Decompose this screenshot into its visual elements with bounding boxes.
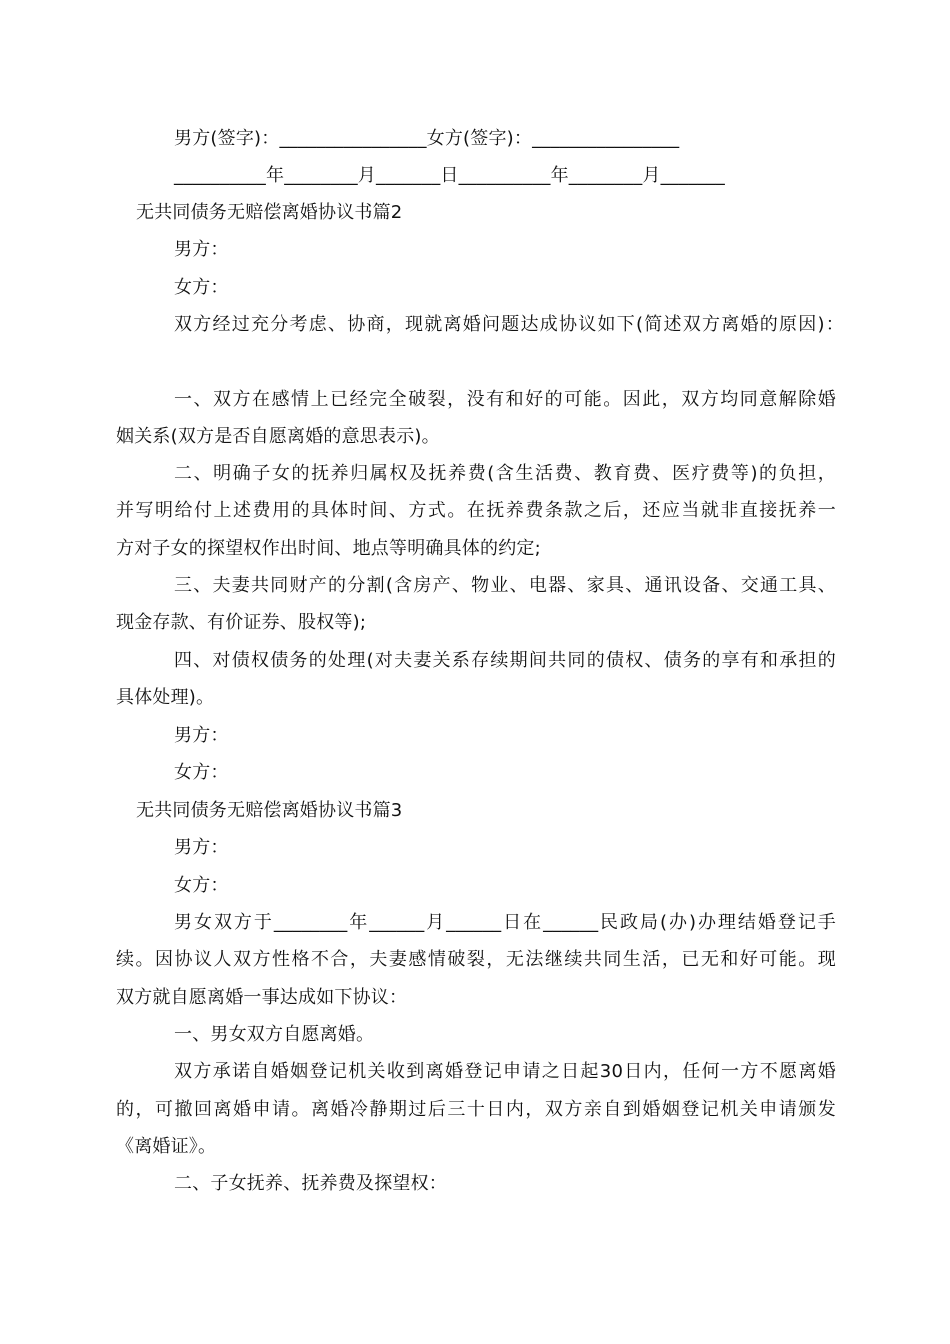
section2-item3-line2: 现金存款、有价证券、股权等); bbox=[116, 612, 367, 633]
section3-para2-line2: 的，可撤回离婚申请。离婚冷静期过后三十日内，双方亲自到婚姻登记机关申请颁发 bbox=[116, 1099, 836, 1120]
section2-item3-line1: 三、夫妻共同财产的分割(含房产、物业、电器、家具、通讯设备、交通工具、 bbox=[174, 575, 836, 596]
section2-female: 女方： bbox=[174, 277, 229, 298]
section2-item1-line2: 姻关系(双方是否自愿离婚的意思表示)。 bbox=[116, 426, 440, 447]
section3-para1-line3: 双方就自愿离婚一事达成如下协议： bbox=[116, 987, 408, 1008]
section2-item1-line1: 一、双方在感情上已经完全破裂，没有和好的可能。因此，双方均同意解除婚 bbox=[174, 389, 836, 410]
section2-item2-line1: 二、明确子女的抚养归属权及抚养费(含生活费、教育费、医疗费等)的负担， bbox=[174, 463, 836, 484]
section3-para1-line1: 男女双方于________年______月______日在______民政局(办)办理结婚登记手 bbox=[174, 912, 836, 933]
section2-item4-line1: 四、对债权债务的处理(对夫妻关系存续期间共同的债权、债务的享有和承担的 bbox=[174, 650, 836, 671]
signature-line: 男方(签字)：________________女方(签字)：________________ bbox=[174, 128, 680, 149]
section3-female: 女方： bbox=[174, 875, 229, 896]
section3-para1-line2: 续。因协议人双方性格不合，夫妻感情破裂，无法继续共同生活，已无和好可能。现 bbox=[116, 949, 836, 970]
section2-item4-line2: 具体处理)。 bbox=[116, 687, 215, 708]
section3-item1: 一、男女双方自愿离婚。 bbox=[174, 1024, 375, 1045]
section3-para2-line1: 双方承诺自婚姻登记机关收到离婚登记申请之日起30日内，任何一方不愿离婚 bbox=[174, 1061, 836, 1082]
section2-male: 男方： bbox=[174, 239, 229, 260]
section2-female-sign: 女方： bbox=[174, 762, 229, 783]
section2-heading: 无共同债务无赔偿离婚协议书篇2 bbox=[136, 202, 403, 223]
date-line: __________年________月_______日__________年________月_______ bbox=[174, 165, 725, 186]
section3-para2-line3: 《离婚证》。 bbox=[116, 1136, 217, 1157]
section2-intro: 双方经过充分考虑、协商，现就离婚问题达成协议如下(简述双方离婚的原因)： bbox=[174, 314, 844, 335]
section3-item2: 二、子女抚养、抚养费及探望权： bbox=[174, 1173, 447, 1194]
section3-heading: 无共同债务无赔偿离婚协议书篇3 bbox=[136, 800, 403, 821]
section2-item2-line2: 并写明给付上述费用的具体时间、方式。在抚养费条款之后，还应当就非直接抚养一 bbox=[116, 500, 836, 521]
section2-item2-line3: 方对子女的探望权作出时间、地点等明确具体的约定; bbox=[116, 538, 541, 559]
section3-male: 男方： bbox=[174, 837, 229, 858]
section2-male-sign: 男方： bbox=[174, 725, 229, 746]
